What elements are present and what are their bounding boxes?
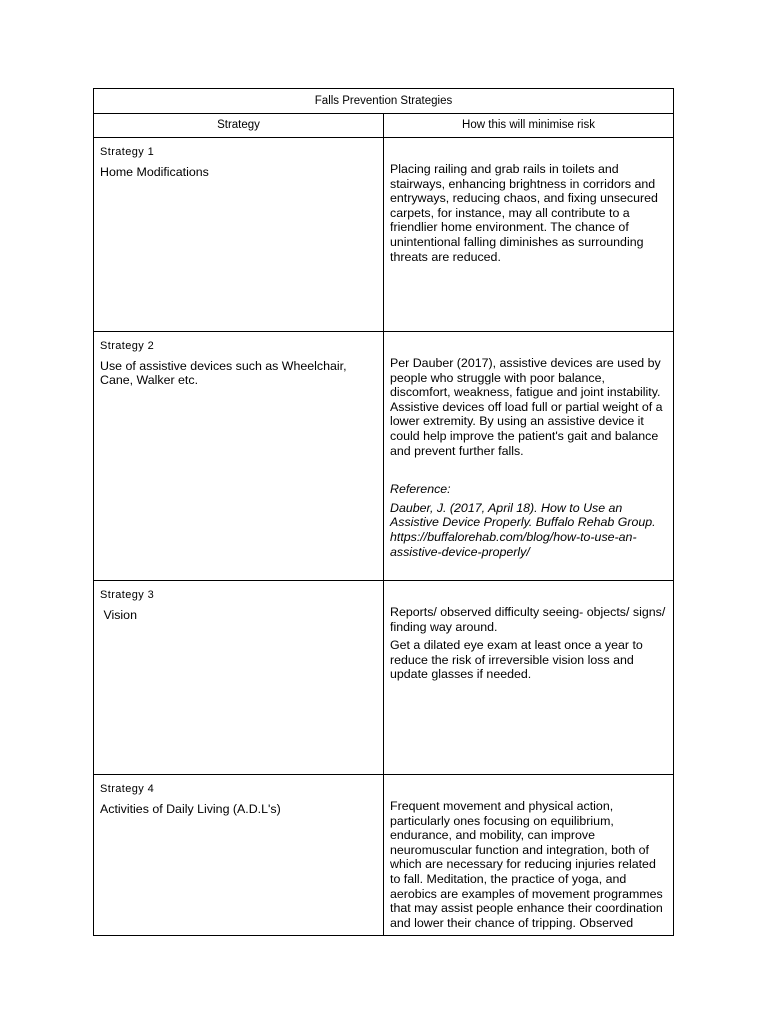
strategy-name: Home Modifications	[100, 164, 209, 179]
strategy-cell	[94, 332, 384, 581]
risk-paragraph: Per Dauber (2017), assistive devices are used by people who struggle with poor balance, discomfort, weakness, fatigue and joint instability. Assistive devices off load full or partial weight of a lower extremity. By using an assistive device it could help improve the patient's gait and balance and prevent further falls.	[390, 356, 663, 458]
risk-description	[384, 581, 673, 682]
risk-paragraph: Reports/ observed difficulty seeing- objects/ signs/ finding way around.	[390, 605, 666, 634]
strategy-label: Strategy 4	[100, 783, 155, 795]
table-title: Falls Prevention Strategies	[94, 89, 674, 114]
title-row	[94, 89, 674, 114]
risk-paragraph: Frequent movement and physical action, particularly ones focusing on equilibrium, endurance, and mobility, can improve neuromuscular function and integration, both of which are necessary for reducing injuries related to fall. Meditation, the practice of yoga, and aerobics are examples of movement programmes that may assist people enhance their coordination and lower their chance of tripping. Observed	[390, 799, 663, 930]
strategy-cell	[94, 138, 384, 332]
strategy-name: Use of assistive devices such as Wheelchair, Cane, Walker etc.	[100, 358, 347, 388]
reference-text: Dauber, J. (2017, April 18). How to Use an Assistive Device Properly. Buffalo Rehab Group. https://buffalorehab.com/blog/how-to-use-an-assistive-device-properly/	[390, 500, 656, 559]
reference-label: Reference:	[390, 482, 451, 497]
table-row	[94, 581, 674, 775]
risk-paragraph: Get a dilated eye exam at least once a year to reduce the risk of irreversible vision loss and update glasses if needed.	[390, 638, 643, 682]
strategy-cell	[94, 581, 384, 775]
falls-prevention-table	[93, 88, 674, 936]
table-row	[94, 138, 674, 332]
risk-cell	[384, 332, 674, 581]
risk-cell	[384, 138, 674, 332]
header-row	[94, 114, 674, 138]
risk-description	[384, 775, 673, 930]
risk-description	[384, 332, 673, 559]
strategy-name: Activities of Daily Living (A.D.L's)	[100, 801, 281, 816]
risk-cell	[384, 581, 674, 775]
strategy-label: Strategy 1	[100, 146, 155, 158]
strategy-name: Vision	[100, 607, 137, 622]
table-row	[94, 332, 674, 581]
strategy-label: Strategy 2	[100, 340, 155, 352]
risk-cell	[384, 775, 674, 936]
strategy-label: Strategy 3	[100, 589, 155, 601]
risk-description	[384, 138, 673, 264]
column-header-strategy: Strategy	[94, 114, 384, 138]
column-header-risk: How this will minimise risk	[384, 114, 674, 138]
strategy-cell	[94, 775, 384, 936]
table-row	[94, 775, 674, 936]
risk-paragraph: Placing railing and grab rails in toilets and stairways, enhancing brightness in corridors and entryways, reducing chaos, and fixing unsecured carpets, for instance, may all contribute to a friendlier home environment. The chance of unintentional falling diminishes as surrounding threats are reduced.	[390, 162, 658, 264]
